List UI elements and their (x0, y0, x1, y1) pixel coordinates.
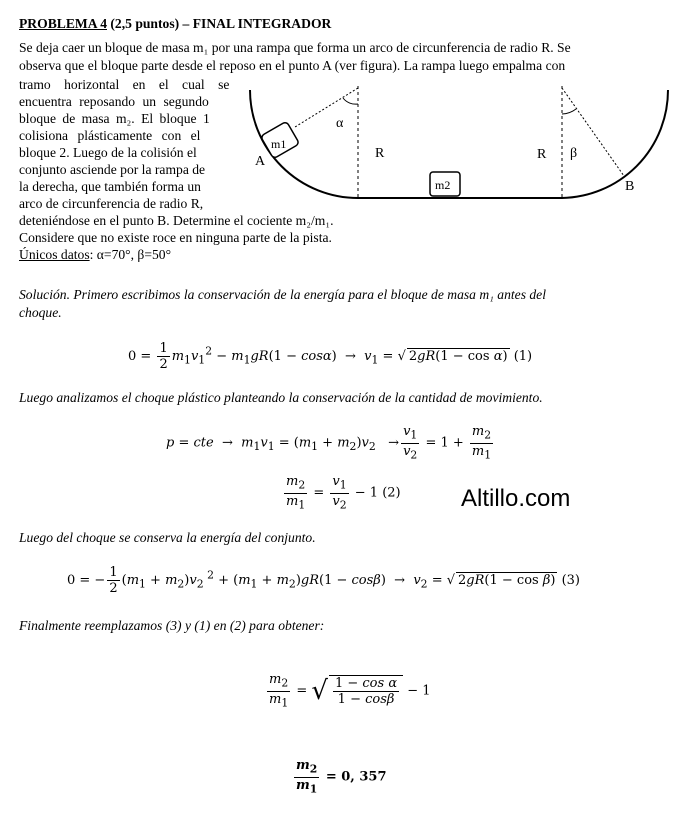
equation-1: 0 = $\frac{1}{2}$ $m_1v_1^2 - m_1gR(1 - \cos\alpha) \to v_1$ = √ 2gR(1 − cos α) (1) (128, 341, 533, 372)
equation-3-tag: (3) (561, 573, 580, 588)
statement-line-3: tramo horizontal en el cual se (19, 77, 230, 92)
problem-points: (2,5 puntos) – FINAL INTEGRADOR (107, 16, 332, 31)
track-figure (235, 82, 675, 212)
beta-label: β (570, 146, 578, 161)
solution-intro-1: Solución. Primero escribimos la conservación de la energía para el bloque de masa m₁ antes del (19, 287, 546, 302)
equation-2-tag: (2) (382, 485, 401, 501)
data-values: : α=70°, β=50° (89, 247, 172, 262)
watermark-text: Altillo.com (461, 485, 571, 512)
statement-line-1: Se deja caer un bloque de masa m₁ por una rampa que forma un arco de circunferencia de radio R. Se (19, 40, 571, 55)
right-angled-radius (562, 88, 624, 176)
point-B-label: B (625, 179, 635, 194)
statement-line-9: la derecha, que también forma un (19, 179, 201, 194)
equation-3: 0 = − $\frac{1}{2}$ $(m_1 + m_2)v_2$ $^2 + (m_1 + m_2)gR(1 - \cos\beta) \to v_2$ = √ 2gR(1 − cos β) (3) (67, 565, 580, 596)
final-formula: $\frac{m_2}{m_1}$ = √ $\frac{\text{1 − cos α}}{1 - \cos\beta}$ − 1 (269, 672, 431, 710)
equation-1-tag: (1) (513, 349, 533, 364)
statement-line-12: Considere que no existe roce en ninguna parte de la pista. (19, 230, 332, 245)
statement-line-6: colisiona plásticamente con el (19, 128, 201, 143)
statement-line-11: deteniéndose en el punto B. Determine el cociente m₂/m₁. (19, 213, 334, 228)
statement-line-8: conjunto asciende por la rampa de (19, 162, 206, 177)
right-ramp-arc (562, 90, 668, 198)
equation-2a: p = cte → $m_1v_1 = (m_1 + m_2)v_2$ → $\frac{v_1}{v_2}$ = 1 + $\frac{m_2}{m_1}$ (166, 424, 492, 462)
solution-text-3: Luego del choque se conserva la energía del conjunto. (19, 530, 316, 545)
left-angled-radius (295, 88, 358, 127)
statement-line-7: bloque 2. Luego de la colisión el (19, 145, 197, 160)
solution-text-2: Luego analizamos el choque plástico planteando la conservación de la cantidad de movimiento. (19, 390, 543, 405)
statement-line-2: observa que el bloque parte desde el reposo en el punto A (ver figura). La rampa luego empalma con (19, 58, 566, 73)
problem-heading (19, 15, 331, 32)
equation-2b: $\frac{m_2}{m_1}$ = $\frac{v_1}{v_2}$ − 1 (2) (286, 474, 401, 512)
alpha-label: α (336, 116, 344, 131)
solution-text-4: Finalmente reemplazamos (3) y (1) en (2) para obtener: (19, 618, 325, 633)
alpha-angle-arc (343, 98, 358, 104)
point-A-label: A (255, 154, 266, 169)
problem-title: PROBLEMA 4 (19, 16, 107, 31)
block-m1-label: m1 (271, 137, 287, 151)
block-m2-label: m2 (435, 178, 451, 192)
statement-line-10: arco de circunferencia de radio R, (19, 196, 204, 211)
final-result: $\frac{m_2}{m_1}$ = 0, 357 (296, 758, 387, 796)
beta-angle-arc (562, 109, 576, 114)
radius-right-label: R (537, 147, 547, 162)
statement-line-5: bloque de masa m₂. El bloque 1 (19, 111, 210, 126)
statement-line-4: encuentra reposando un segundo (19, 94, 209, 109)
radius-left-label: R (375, 146, 385, 161)
result-value: 0, 357 (341, 769, 387, 785)
solution-intro-2: choque. (19, 305, 62, 320)
statement-data (19, 246, 171, 263)
data-label: Únicos datos (19, 247, 90, 262)
